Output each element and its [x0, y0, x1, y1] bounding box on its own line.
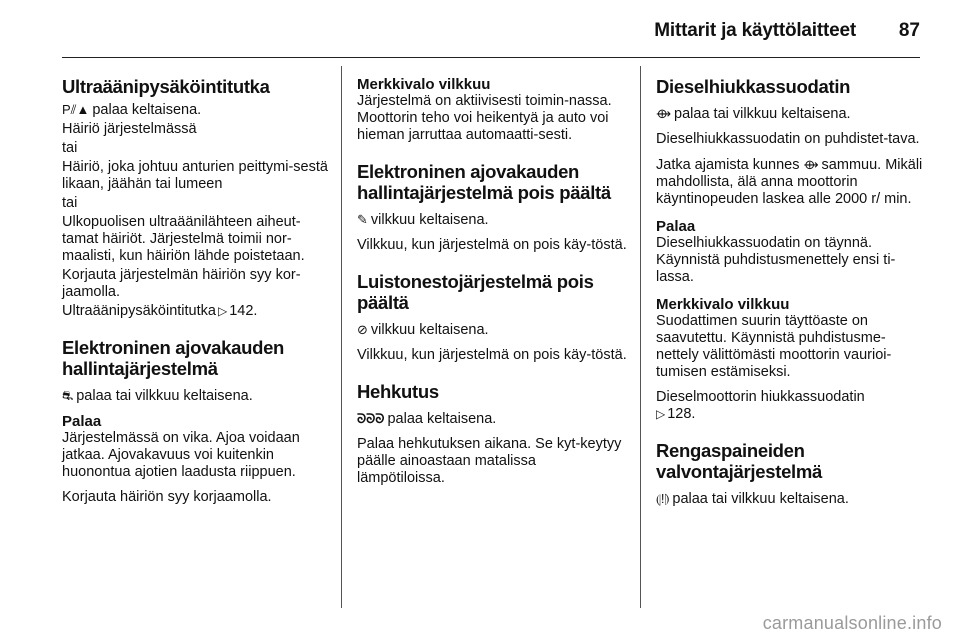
paragraph: Ulkopuolisen ultraäänilähteen aiheut-tamat häiriöt. Järjestelmä toimii nor-maalisti, kun häiriön lähde poistetaan. — [62, 214, 305, 264]
paragraph: ✎ vilkkuu keltaisena. — [357, 212, 489, 228]
paragraph: Palaa hehkutuksen aikana. Se kyt-keytyy päälle ainoastaan matalissa lämpötiloissa. — [357, 436, 622, 486]
subheading-merkkivalo-vilkkuu: Merkkivalo vilkkuu — [357, 76, 491, 93]
chapter-title: Mittarit ja käyttölaitteet — [654, 20, 856, 41]
paragraph: tai — [62, 195, 78, 211]
watermark: carmanualsonline.info — [762, 613, 942, 633]
paragraph: tai — [62, 140, 78, 156]
esc-off-icon: ✎ — [357, 212, 368, 227]
paragraph: Häiriö, joka johtuu anturien peittymi-sestä likaan, jäähän tai lumeen — [62, 159, 328, 192]
paragraph: ⊘ vilkkuu keltaisena. — [357, 322, 489, 338]
subheading-palaa: Palaa — [656, 218, 696, 235]
particle-filter-icon: ⟴ — [656, 106, 672, 121]
column-divider-1 — [341, 66, 342, 608]
paragraph: Vilkkuu, kun järjestelmä on pois käy-töstä. — [357, 237, 627, 253]
paragraph: ᘐᘐᘐ palaa keltaisena. — [357, 411, 497, 427]
column-1 — [62, 76, 332, 514]
cross-reference: Dieselmoottorin hiukkassuodatin ▷ 128. — [656, 389, 865, 422]
paragraph: Dieselhiukkassuodatin on puhdistet-tava. — [656, 131, 920, 147]
section-title-esc-off: Elektroninen ajovakauden hallintajärjestelmä pois päältä — [357, 161, 611, 203]
paragraph: Dieselhiukkassuodatin on täynnä. Käynnistä puhdistusmenettely ensi ti-lassa. — [656, 235, 896, 285]
column-divider-2 — [640, 66, 641, 608]
paragraph: Jatka ajamista kunnes ⟴ sammuu. Mikäli mahdollista, älä anna moottorin käyntinopeuden laskea alle 2000 r/ min. — [656, 157, 923, 207]
column-2 — [357, 76, 627, 495]
subheading-merkkivalo-vilkkuu: Merkkivalo vilkkuu — [656, 296, 790, 313]
paragraph: ⦇!⦈ palaa tai vilkkuu keltaisena. — [656, 491, 849, 507]
esc-car-skid-icon: ⛐ — [62, 388, 74, 403]
paragraph: Järjestelmä on aktiivisesti toimin-nassa. Moottorin teho voi heikentyä ja auto voi hieman jarruttaa automaatti-sesti. — [357, 93, 612, 143]
paragraph: Suodattimen suurin täyttöaste on saavutettu. Käynnistä puhdistusme-nettely välittömästi moottorin vaurioi-tumisen estämiseksi. — [656, 313, 892, 380]
traction-control-off-icon: ⊘ — [357, 322, 368, 337]
section-title-glow-plug: Hehkutus — [357, 381, 439, 402]
paragraph: Vilkkuu, kun järjestelmä on pois käy-töstä. — [357, 347, 627, 363]
section-title-tyre-pressure-monitoring: Rengaspaineiden valvontajärjestelmä — [656, 440, 823, 482]
section-title-traction-control-off: Luistonestojärjestelmä pois päältä — [357, 271, 594, 313]
arrow-right-icon: ▷ — [656, 407, 666, 421]
page-header — [62, 18, 920, 52]
header-divider — [62, 57, 920, 58]
subheading-palaa: Palaa — [62, 413, 102, 430]
paragraph: P⫽▲ palaa keltaisena. — [62, 102, 202, 118]
section-title-parking-radar: Ultraäänipysäköintitutka — [62, 76, 270, 97]
parking-sensor-icon: P⫽▲ — [62, 102, 90, 117]
arrow-right-icon: ▷ — [217, 304, 228, 318]
section-title-esc: Elektroninen ajovakauden hallintajärjestelmä — [62, 337, 285, 379]
paragraph: Järjestelmässä on vika. Ajoa voidaan jatkaa. Ajovakavuus voi kuitenkin huonontua ajotien laadusta riippuen. — [62, 430, 300, 480]
paragraph: ⛐ palaa tai vilkkuu keltaisena. — [62, 388, 253, 404]
cross-reference: Ultraäänipysäköintitutka ▷ 142. — [62, 303, 258, 319]
column-3 — [656, 76, 928, 516]
page-number: 87 — [898, 20, 920, 41]
section-title-diesel-particle-filter: Dieselhiukkassuodatin — [656, 76, 851, 97]
paragraph: Korjauta järjestelmän häiriön syy kor-jaamolla. — [62, 267, 301, 300]
paragraph: Häiriö järjestelmässä — [62, 121, 197, 137]
paragraph: ⟴ palaa tai vilkkuu keltaisena. — [656, 106, 851, 122]
paragraph: Korjauta häiriön syy korjaamolla. — [62, 489, 272, 505]
particle-filter-icon: ⟴ — [803, 157, 819, 172]
glow-plug-icon: ᘐᘐᘐ — [357, 411, 385, 426]
tyre-pressure-warning-icon: ⦇!⦈ — [656, 491, 670, 506]
